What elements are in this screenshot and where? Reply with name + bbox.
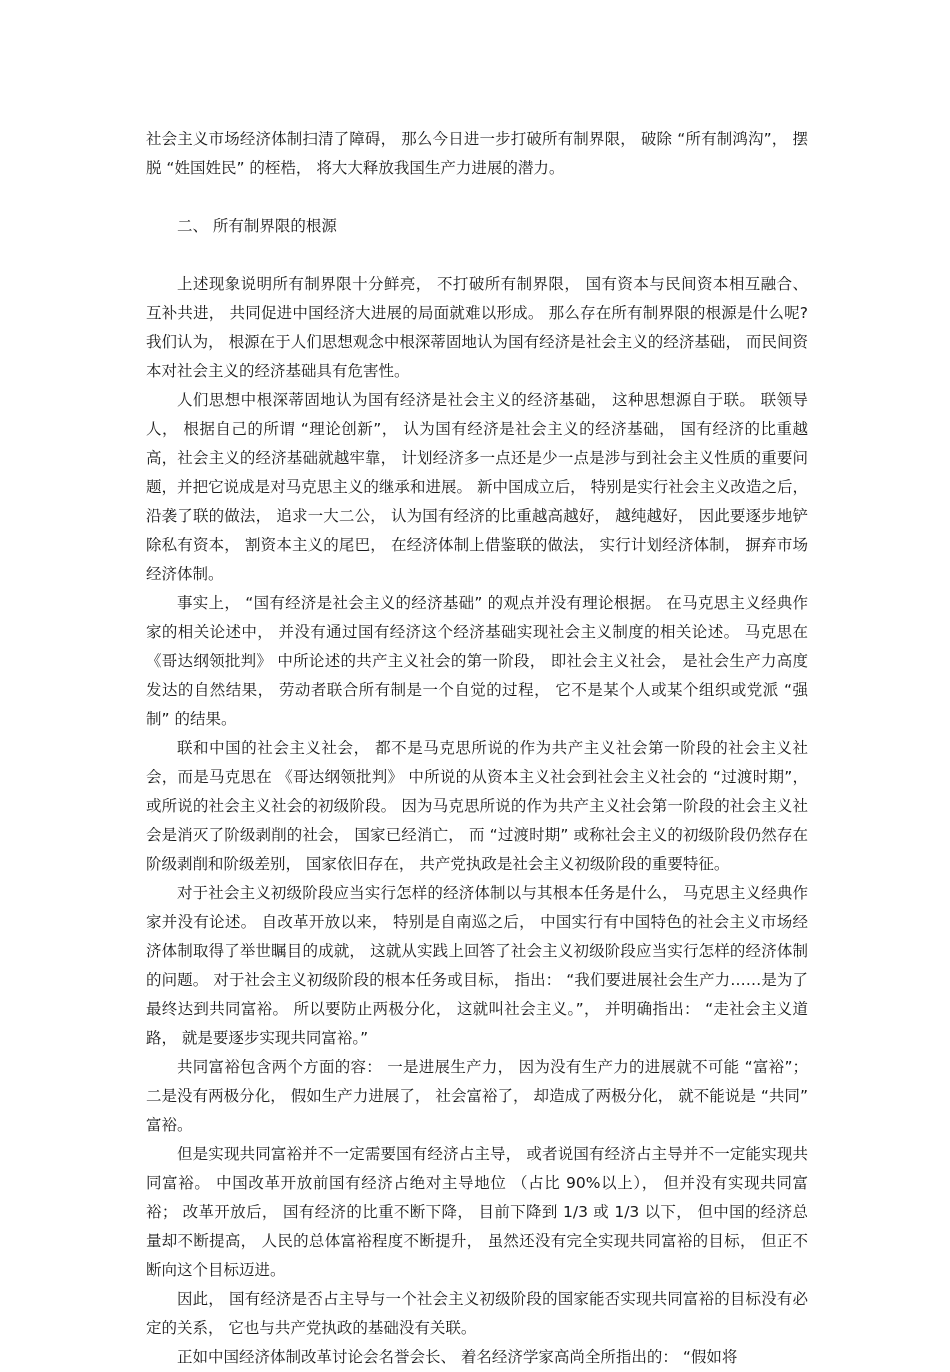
paragraph: 对于社会主义初级阶段应当实行怎样的经济体制以与其根本任务是什么， 马克思主义经典作家并没有论述。 自改革开放以来， 特别是自南巡之后， 中国实行有中国特色的社会主义市场经济体制取得了举世瞩目的成就， 这就从实践上回答了社会主义初级阶段应当实行怎样的经济体制的问题。 对于社会主义初级阶段的根本任务或目标， 指出： “我们要进展社会生产力……是为了最终达到共同富裕。 所以要防止两极分化， 这就叫社会主义。”， 并明确指出： “走社会主义道路， 就是要逐步实现共同富裕。” [146,884,808,1047]
paragraph: 联和中国的社会主义社会， 都不是马克思所说的作为共产主义社会第一阶段的社会主义社会，而是马克思在 《哥达纲领批判》 中所说的从资本主义社会到社会主义社会的 “过渡时期”， 或所说的社会主义社会的初级阶段。 因为马克思所说的作为共产主义社会第一阶段的社会主义社会是消灭了阶级剥削的社会， 国家已经消亡， 而 “过渡时期” 或称社会主义的初级阶段仍然存在阶级剥削和阶级差别， 国家依旧存在， 共产党执政是社会主义初级阶段的重要特征。 [146,739,808,873]
paragraph-continued: 社会主义市场经济体制扫清了障碍， 那么今日进一步打破所有制界限， 破除 “所有制鸿沟”， 摆脱 “姓国姓民” 的桎梏， 将大大释放我国生产力进展的潜力。 [146,130,808,177]
paragraph: 事实上， “国有经济是社会主义的经济基础” 的观点并没有理论根据。 在马克思主义经典作家的相关论述中， 并没有通过国有经济这个经济基础实现社会主义制度的相关论述。 马克思在 《哥达纲领批判》 中所论述的共产主义社会的第一阶段， 即社会主义社会， 是社会生产力高度发达的自然结果， 劳动者联合所有制是一个自觉的过程， 它不是某个人或某个组织或党派 “强制” 的结果。 [146,594,808,728]
paragraph: 但是实现共同富裕并不一定需要国有经济占主导， 或者说国有经济占主导并不一定能实现共同富裕。 中国改革开放前国有经济占绝对主导地位 （占比 90%以上）， 但并没有实现共同富裕； 改革开放后， 国有经济的比重不断下降， 目前下降到 1/3 或 1/3 以下， 但中国的经济总量却不断提高， 人民的总体富裕程度不断提升， 虽然还没有完全实现共同富裕的目标， 但正不断向这个目标迈进。 [146,1145,808,1279]
paragraph: 因此， 国有经济是否占主导与一个社会主义初级阶段的国家能否实现共同富裕的目标没有必定的关系， 它也与共产党执政的基础没有关联。 [146,1290,808,1337]
paragraph: 人们思想中根深蒂固地认为国有经济是社会主义的经济基础， 这种思想源自于联。 联领导人， 根据自己的所谓 “理论创新”， 认为国有经济是社会主义的经济基础， 国有经济的比重越高，社会主义的经济基础就越牢靠， 计划经济多一点还是少一点是涉与到社会主义性质的重要问题，并把它说成是对马克思主义的继承和进展。 新中国成立后， 特别是实行社会主义改造之后， 沿袭了联的做法， 追求一大二公， 认为国有经济的比重越高越好， 越纯越好， 因此要逐步地铲除私有资本， 割资本主义的尾巴， 在经济体制上借鉴联的做法， 实行计划经济体制， 摒弃市场经济体制。 [146,391,808,583]
paragraph: 上述现象说明所有制界限十分鲜亮， 不打破所有制界限， 国有资本与民间资本相互融合、 互补共进， 共同促进中国经济大进展的局面就难以形成。 那么存在所有制界限的根源是什么呢? 我们认为， 根源在于人们思想观念中根深蒂固地认为国有经济是社会主义的经济基础， 而民间资本对社会主义的经济基础具有危害性。 [146,275,808,380]
section-heading: 二、 所有制界限的根源 [177,217,337,235]
paragraph: 共同富裕包含两个方面的容： 一是进展生产力， 因为没有生产力的进展就不可能 “富裕”； 二是没有两极分化， 假如生产力进展了， 社会富裕了， 却造成了两极分化， 就不能说是 “共同” 富裕。 [146,1058,808,1134]
document-body [146,125,808,1372]
paragraph: 正如中国经济体制改革讨论会名誉会长、 着名经济学家高尚全所指出的： “假如将 [177,1348,738,1366]
